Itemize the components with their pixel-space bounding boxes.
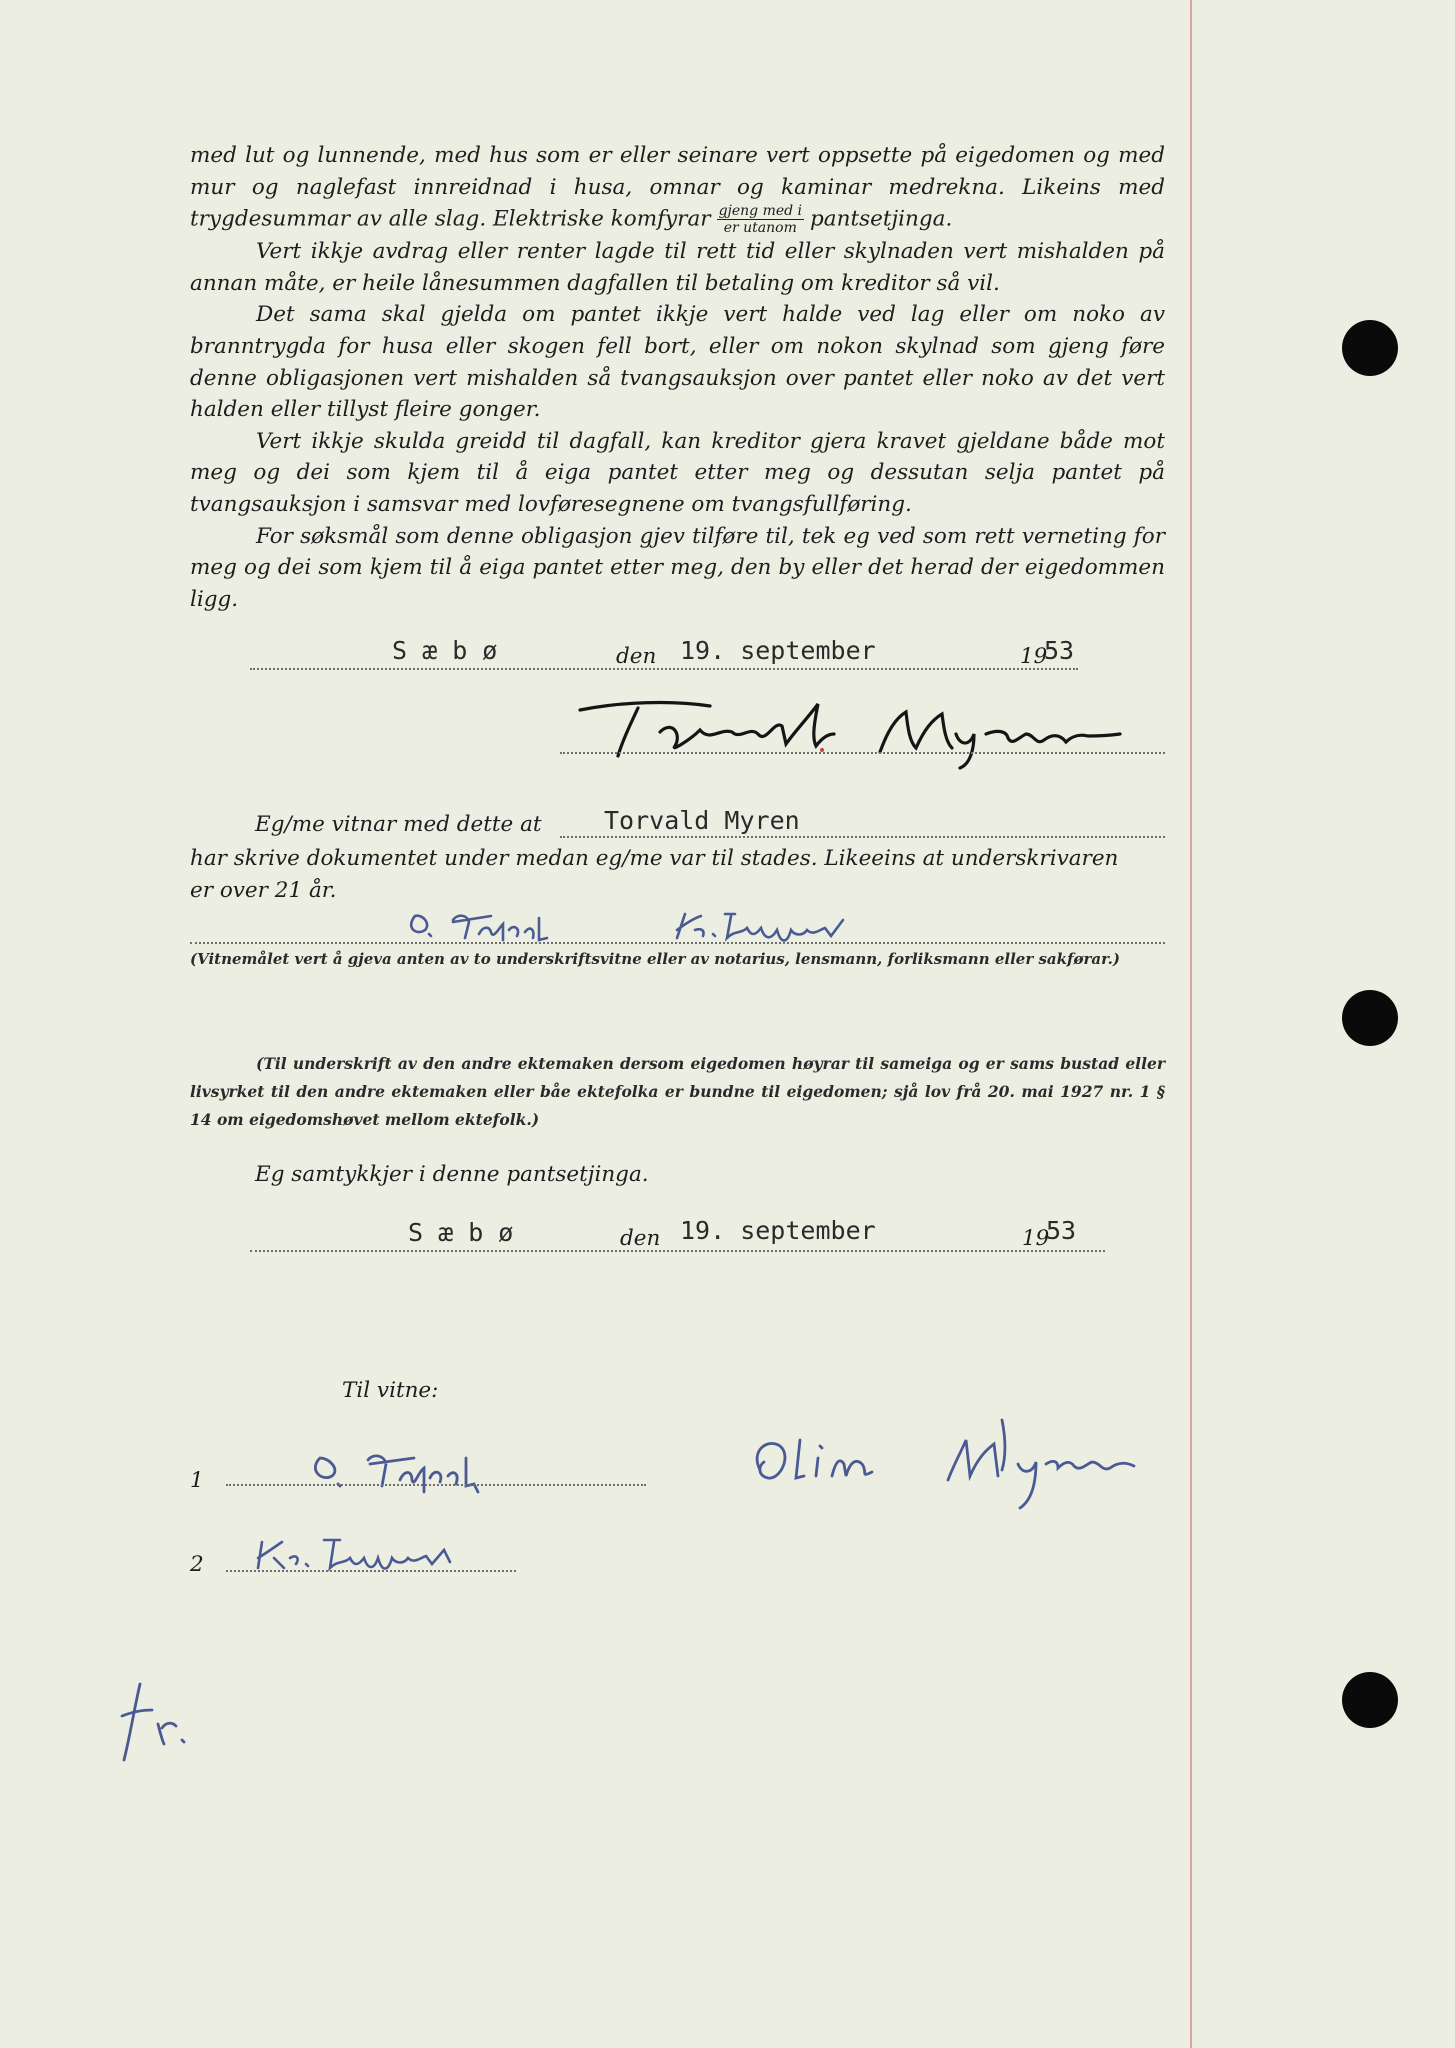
- consent-text: Eg samtykkjer i denne pantsetjinga.: [255, 1162, 649, 1187]
- marginal-initials: [110, 1660, 210, 1770]
- date1-year-prefix: 19: [1020, 644, 1048, 669]
- punch-hole-bottom: [1342, 1672, 1398, 1728]
- witness-typed-name: Torvald Myren: [604, 806, 800, 835]
- date1-date: 19. september: [680, 636, 876, 665]
- mortgage-terms-text: [190, 140, 1165, 615]
- witness-line2: har skrive dokumentet under medan eg/me var til stades. Likeeins at underskrivaren: [190, 846, 1119, 871]
- witness-name-line: [560, 836, 1165, 838]
- margin-rule: [1190, 0, 1192, 2048]
- date1-place: S æ b ø: [392, 636, 498, 665]
- date1-line: [250, 668, 1078, 670]
- spouse-signature: [740, 1410, 1180, 1520]
- date2-year-prefix: 19: [1022, 1226, 1050, 1251]
- witness-line3: er over 21 år.: [190, 878, 337, 903]
- til-vitne-label: Til vitne:: [342, 1378, 439, 1403]
- date2-den: den: [620, 1226, 661, 1251]
- punch-hole-middle: [1342, 990, 1398, 1046]
- paragraph-default: Vert ikkje avdrag eller renter lagde til rett tid eller skylnaden vert mishalden på annan måte, er heile lånesummen dagfallen til betaling om kreditor så vil.: [190, 239, 1165, 296]
- signature1-line: [560, 752, 1165, 754]
- witness-signature-line: [190, 942, 1165, 944]
- date2-year-suffix: 53: [1046, 1216, 1077, 1245]
- witness-intro: Eg/me vitnar med dette at: [255, 812, 542, 837]
- witness-number-2: 2: [190, 1552, 204, 1577]
- paragraph-insurance: Det sama skal gjelda om pantet ikkje vert halde ved lag eller om noko av branntrygda for husa eller skogen fell bort, eller om nokon skylnad som gjeng føre denne obligasjonen vert mishalden så tvangsauksjon over pantet eller noko av det vert halden eller tillyst fleire gonger.: [190, 302, 1165, 423]
- date2-date: 19. september: [680, 1216, 876, 1245]
- date1-year-suffix: 53: [1044, 636, 1075, 665]
- fraction-choice: $\frac{\text{gjeng med i}}{\text{er utanom}}$: [718, 203, 803, 237]
- paragraph-property: med lut og lunnende, med hus som er eller seinare vert oppsette på eigedomen og med mur og naglefast innreidnad i husa, omnar og kaminar medrekna. Likeins med trygdesummar av alle slag. Elektriske komfyrar $\frac{\text{gjeng med i}}{\text{er utanom}}$ pantsetjinga.: [190, 143, 1165, 237]
- til-vitne-line-1: [226, 1484, 646, 1486]
- signature-owner: [560, 690, 1140, 770]
- paragraph-jurisdiction: For søksmål som denne obligasjon gjev tilføre til, tek eg ved som rett verneting for meg og dei som kjem til å eiga pantet etter meg, den by eller det herad der eigedommen ligg.: [190, 523, 1165, 612]
- witness-number-1: 1: [190, 1468, 204, 1493]
- witness-note: (Vitnemålet vert å gjeva anten av to underskriftsvitne eller av notarius, lensmann, forliksmann eller sakførar.): [190, 950, 1120, 968]
- date2-line: [250, 1250, 1105, 1252]
- til-vitne-signature-1: [300, 1440, 560, 1500]
- paragraph-enforcement: Vert ikkje skulda greidd til dagfall, kan kreditor gjera kravet gjeldane både mot meg og dei som kjem til å eiga pantet etter meg og dessutan selja pantet på tvangsauksjon i samsvar med lovføresegnene om tvangsfullføring.: [190, 428, 1165, 517]
- date1-den: den: [616, 644, 657, 669]
- spouse-note: (Til underskrift av den andre ektemaken dersom eigedomen høyrar til sameiga og er sams bustad eller livsyrket til den andre ektemaken eller båe ektefolka er bundne til eigedomen; sjå lov frå 20. mai 1927 nr. 1 § 14 om eigedomshøvet mellom ektefolk.): [190, 1054, 1165, 1129]
- date2-place: S æ b ø: [408, 1218, 514, 1247]
- til-vitne-line-2: [226, 1570, 516, 1572]
- punch-hole-top: [1342, 320, 1398, 376]
